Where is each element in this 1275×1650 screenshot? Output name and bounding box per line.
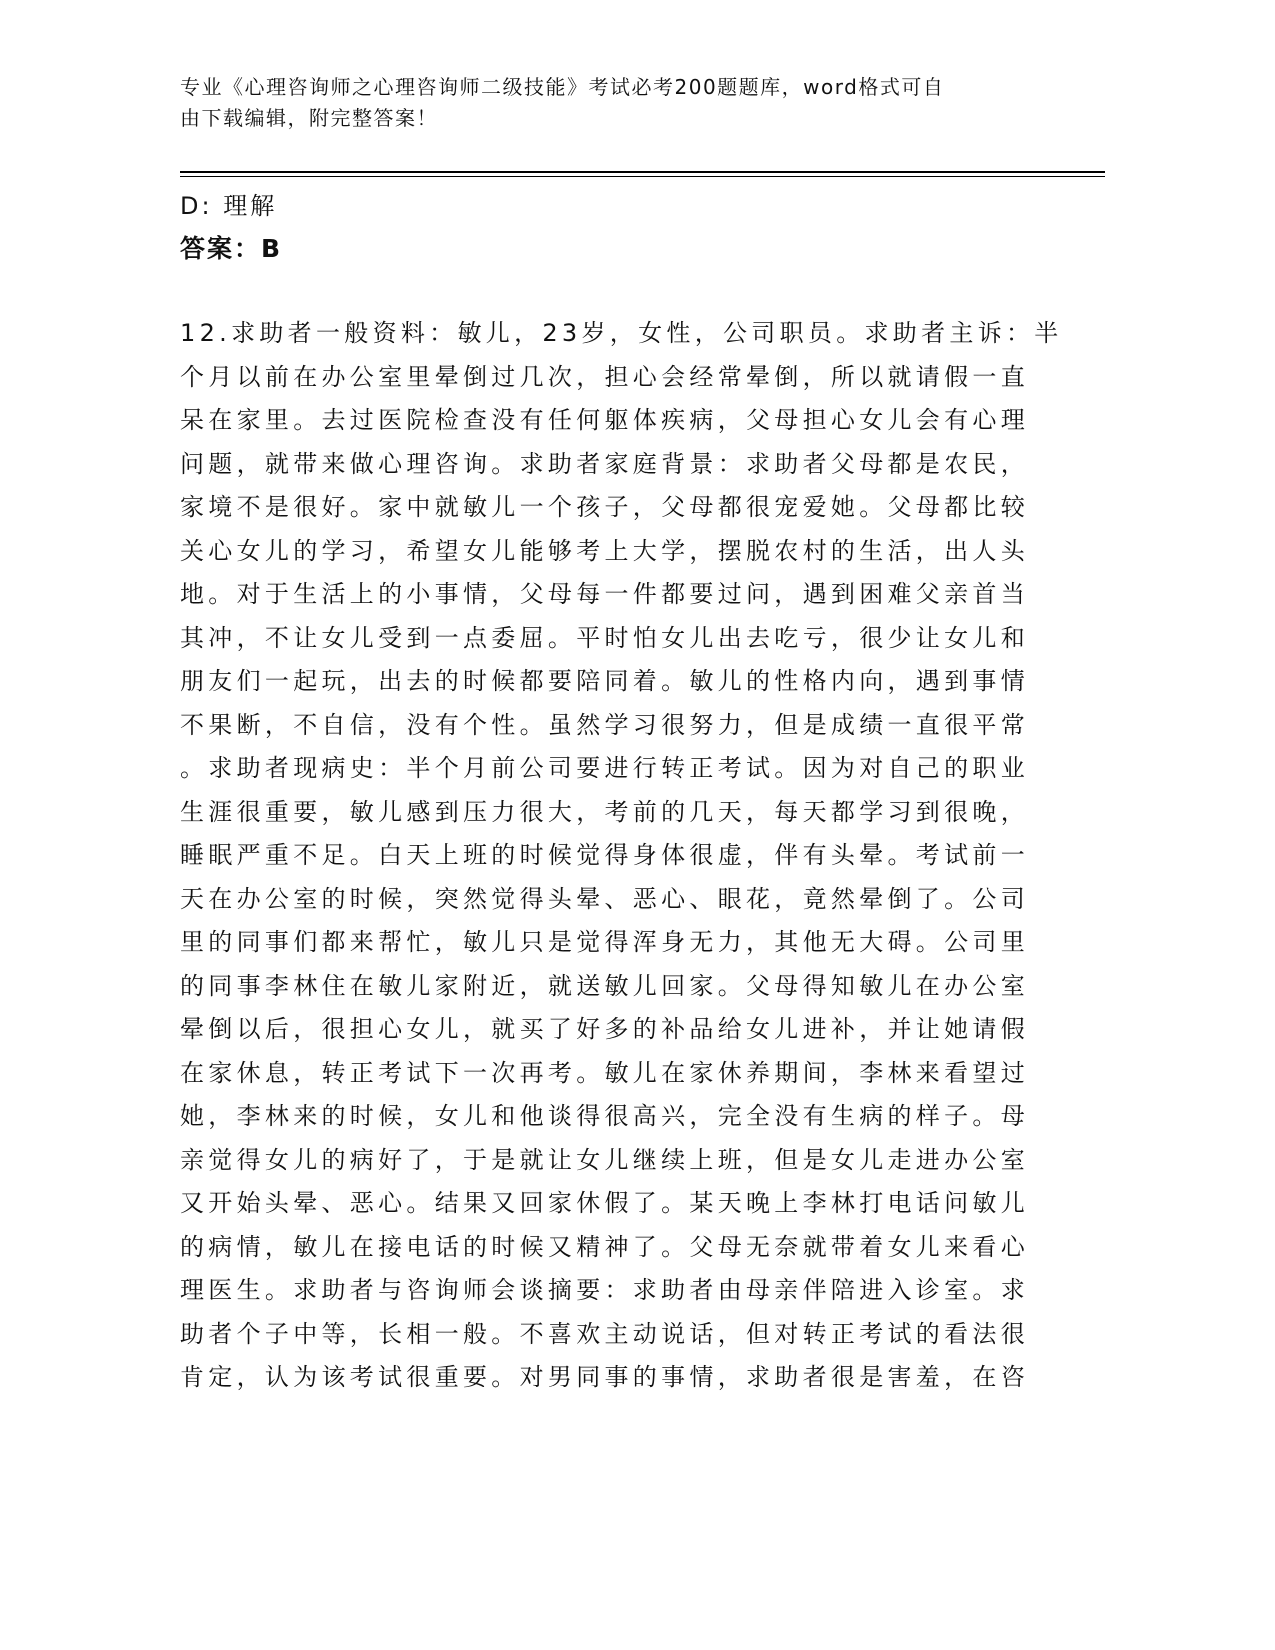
- question-text-line: 问题，就带来做心理咨询。求助者家庭背景：求助者父母都是农民，: [180, 449, 1029, 478]
- question-text-line: 理医生。求助者与咨询师会谈摘要：求助者由母亲伴陪进入诊室。求: [180, 1276, 1029, 1304]
- answer-label: 答案：B: [180, 234, 283, 263]
- question-text-line: 睡眠严重不足。白天上班的时候觉得身体很虚，伴有头晕。考试前一: [180, 841, 1029, 869]
- question-text-line: 的病情，敏儿在接电话的时候又精神了。父母无奈就带着女儿来看心: [180, 1232, 1029, 1261]
- question-text-line: 朋友们一起玩，出去的时候都要陪同着。敏儿的性格内向，遇到事情: [180, 667, 1029, 695]
- question-text-line: 呆在家里。去过医院检查没有任何躯体疾病，父母担心女儿会有心理: [180, 406, 1029, 434]
- question-text-line: 天在办公室的时候，突然觉得头晕、恶心、眼花，竟然晕倒了。公司: [180, 884, 1029, 913]
- question-text-line: 助者个子中等，长相一般。不喜欢主动说话，但对转正考试的看法很: [180, 1319, 1029, 1348]
- question-text-line: 。求助者现病史：半个月前公司要进行转正考试。因为对自己的职业: [180, 754, 1029, 782]
- document-header-line-1: 专业《心理咨询师之心理咨询师二级技能》考试必考200题题库，word格式可自: [180, 75, 945, 99]
- question-12-body: [180, 318, 1063, 1406]
- question-text-line: 肯定，认为该考试很重要。对男同事的事情，求助者很是害羞，在咨: [180, 1363, 1029, 1391]
- question-text-line: 又开始头晕、恶心。结果又回家休假了。某天晚上李林打电话问敏儿: [180, 1189, 1029, 1217]
- question-text-line: 晕倒以后，很担心女儿，就买了好多的补品给女儿进补，并让她请假: [180, 1015, 1029, 1043]
- document-header-line-2: 由下载编辑，附完整答案！: [180, 106, 438, 130]
- question-text-line: 个月以前在办公室里晕倒过几次，担心会经常晕倒，所以就请假一直: [180, 362, 1029, 391]
- question-text-line: 不果断，不自信，没有个性。虽然学习很努力，但是成绩一直很平常: [180, 710, 1029, 739]
- header-rule-thin: [180, 176, 1105, 177]
- question-text-line: 地。对于生活上的小事情，父母每一件都要过问，遇到困难父亲首当: [180, 580, 1029, 608]
- header-rule-thick: [180, 171, 1105, 173]
- option-d: D: 理解: [180, 192, 278, 220]
- question-text-line: 家境不是很好。家中就敏儿一个孩子，父母都很宠爱她。父母都比较: [180, 493, 1029, 521]
- question-text-line: 她，李林来的时候，女儿和他谈得很高兴，完全没有生病的样子。母: [180, 1102, 1029, 1130]
- question-text-line: 亲觉得女儿的病好了，于是就让女儿继续上班，但是女儿走进办公室: [180, 1145, 1029, 1174]
- question-text-line: 在家休息，转正考试下一次再考。敏儿在家休养期间，李林来看望过: [180, 1058, 1029, 1087]
- question-text-line: 里的同事们都来帮忙，敏儿只是觉得浑身无力，其他无大碍。公司里: [180, 928, 1029, 956]
- question-text-line: 其冲，不让女儿受到一点委屈。平时怕女儿出去吃亏，很少让女儿和: [180, 623, 1029, 652]
- question-text-line: 的同事李林住在敏儿家附近，就送敏儿回家。父母得知敏儿在办公室: [180, 971, 1029, 1000]
- question-text-line: 生涯很重要，敏儿感到压力很大，考前的几天，每天都学习到很晚，: [180, 797, 1029, 826]
- question-text-line: 关心女儿的学习，希望女儿能够考上大学，摆脱农村的生活，出人头: [180, 536, 1029, 565]
- question-text-line: 12.求助者一般资料：敏儿，23岁，女性，公司职员。求助者主诉：半: [180, 319, 1063, 347]
